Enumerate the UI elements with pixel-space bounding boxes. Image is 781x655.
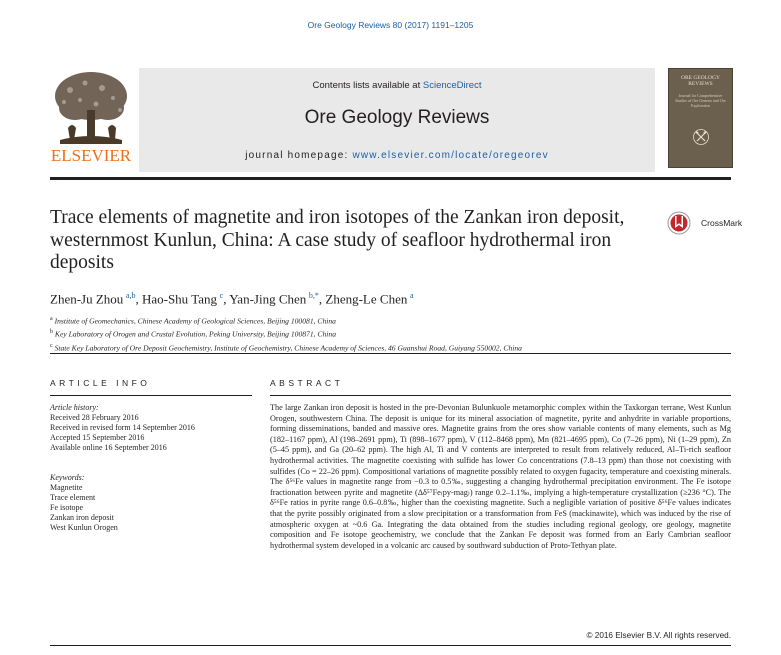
author-affiliation-marker[interactable]: a — [409, 291, 414, 300]
article-info-divider — [50, 395, 252, 396]
contents-prefix: Contents lists available at — [312, 80, 423, 91]
affiliation-key: b — [50, 329, 53, 336]
affiliation-item — [50, 341, 710, 354]
author-affiliation-marker[interactable]: a,b — [125, 291, 136, 300]
keywords-section — [50, 473, 260, 533]
elsevier-wordmark: ELSEVIER — [50, 146, 132, 165]
history-item: Received 28 February 2016 — [50, 413, 139, 422]
affiliation-list — [50, 314, 710, 354]
affiliation-key: c — [50, 342, 53, 349]
abstract-body — [270, 403, 731, 551]
journal-title: Ore Geology Reviews — [304, 107, 490, 128]
journal-cover-thumbnail[interactable] — [668, 68, 733, 168]
abstract-heading: ABSTRACT — [270, 378, 344, 388]
history-item: Accepted 15 September 2016 — [50, 433, 145, 442]
journal-header-band — [139, 68, 655, 172]
bottom-divider — [50, 645, 731, 646]
affiliation-text: State Key Laboratory of Ore Deposit Geochemistry, Institute of Geochemistry, Chinese Academy of Sciences, 46 Guanshui Road, Guiyang 550002, China — [54, 343, 522, 353]
affiliation-item — [50, 327, 710, 340]
affiliation-text: Institute of Geomechanics, Chinese Academy of Geological Sciences, Beijing 100081, China — [54, 316, 336, 326]
contents-available-line — [139, 80, 655, 91]
abstract-text: The large Zankan iron deposit is hosted in the pre-Devonian Bulunkuole metamorphic complex within the Taxkorgan terrane, West Kunlun Orogen, southwestern China. The deposit is unique for its mineral association of magnetite, pyrite and anhydrite in variable proportions, forming disseminations, banded and massive ores. Magnetite grains from the ores show variable contents of many elements, such as Mg (182–1167 ppm), Al (198–2691 ppm), Ti (898–1677 ppm), V (112–8468 ppm), Mn (821–4695 ppm), Co (7–26 ppm), Ni (1–29 ppm), Zn (5–45 ppm), and Ga (20–62 ppm). The high Al, Ti and V contents are interpreted to result from relatively reduced, Al–Ti-rich seafloor hydrothermal activities. The magnetite coexisting with sulfide has lower Co concentrations (7.8–13 ppm) than those not coexisting with sulfides (Co = 22–26 ppm). Compositional variations of magnetite possibly related to oxygen fugacity, temperature and coexisting minerals. The δ⁵⁶Fe values in magnetite range from −0.3 to 0.5‰, suggesting a changing hydrothermal precipitation environment. The Fe isotope fractionation between pyrite and magnetite (Δδ⁵⁷Fe₍py-mag₎) range 0.2–1.1‰, implying a high-temperature crystallization (≥236 °C). The δ⁵⁶Fe ratios in pyrite range 0.6–0.8‰, higher than the coexisting magnetite. Such a negligible variation of positive δ⁵⁶Fe values indicates that the pyrite possibly originated from a slow precipitation or a transformation from FeS (mackinawite), which was induced by the rise of atmospheric oxygen at ~0.6 Ga. Integrating the data obtained from the studies including regional geology, ore geology, magnetite composition and Fe isotope geochemistry, we conclude that the Zankan Fe deposit was formed from an Early Cambrian seafloor hydrothermal system developed in a volcanic arc caused by southward subduction of Proto-Tethyan plate. — [270, 403, 731, 550]
author-separator: , — [135, 291, 142, 307]
article-history — [50, 403, 260, 453]
article-title: Trace elements of magnetite and iron isotopes of the Zankan iron deposit, westernmost Kunlun, China: A case study of seafloor hydrothermal iron deposits — [50, 207, 625, 273]
keyword-item: Fe isotope — [50, 503, 84, 512]
homepage-link[interactable]: www.elsevier.com/locate/oregeorev — [352, 150, 549, 161]
author-name[interactable]: Zheng-Le Chen — [325, 291, 408, 307]
author-name[interactable]: Zhen-Ju Zhou — [50, 291, 124, 307]
keyword-item: Magnetite — [50, 483, 83, 492]
author-list — [50, 291, 690, 307]
affiliation-divider — [50, 353, 731, 354]
affiliation-key: a — [50, 316, 53, 322]
keyword-item: Trace element — [50, 493, 96, 502]
keyword-item: Zankan iron deposit — [50, 513, 114, 522]
crossmark-icon[interactable] — [667, 211, 697, 235]
journal-homepage-line — [139, 150, 655, 161]
history-item: Received in revised form 14 September 2016 — [50, 423, 195, 432]
crossmark-label[interactable]: CrossMark — [701, 218, 743, 228]
author-affiliation-marker[interactable]: b,* — [308, 291, 319, 300]
keyword-item: West Kunlun Orogen — [50, 523, 118, 532]
author-separator: , — [318, 291, 326, 307]
copyright-notice: © 2016 Elsevier B.V. All rights reserved. — [586, 631, 731, 640]
sciencedirect-link[interactable]: ScienceDirect — [422, 80, 482, 91]
article-info-heading: ARTICLE INFO — [50, 378, 151, 388]
elsevier-tree-icon — [50, 68, 132, 166]
keywords-label: Keywords: — [50, 473, 85, 482]
crossed-hammers-icon — [693, 129, 709, 145]
cover-subtitle: Journal for Comprehensive Studies of Ore Genesis and Ore Exploration — [675, 93, 726, 108]
affiliation-text: Key Laboratory of Orogen and Crustal Evolution, Peking University, Beijing 100871, China — [54, 329, 336, 339]
header-divider — [50, 177, 731, 180]
journal-reference[interactable]: Ore Geology Reviews 80 (2017) 1191–1205 — [307, 20, 474, 30]
history-item: Available online 16 September 2016 — [50, 443, 167, 452]
author-name[interactable]: Hao-Shu Tang — [141, 291, 218, 307]
homepage-prefix: journal homepage: — [245, 150, 353, 161]
abstract-divider — [270, 395, 731, 396]
elsevier-logo — [50, 68, 132, 166]
affiliation-item — [50, 314, 710, 327]
author-separator: , — [223, 291, 230, 307]
cover-title: ORE GEOLOGY REVIEWS — [681, 75, 720, 87]
author-affiliation-marker[interactable]: c — [219, 291, 224, 300]
history-label: Article history: — [50, 403, 99, 412]
author-name[interactable]: Yan-Jing Chen — [229, 291, 307, 307]
